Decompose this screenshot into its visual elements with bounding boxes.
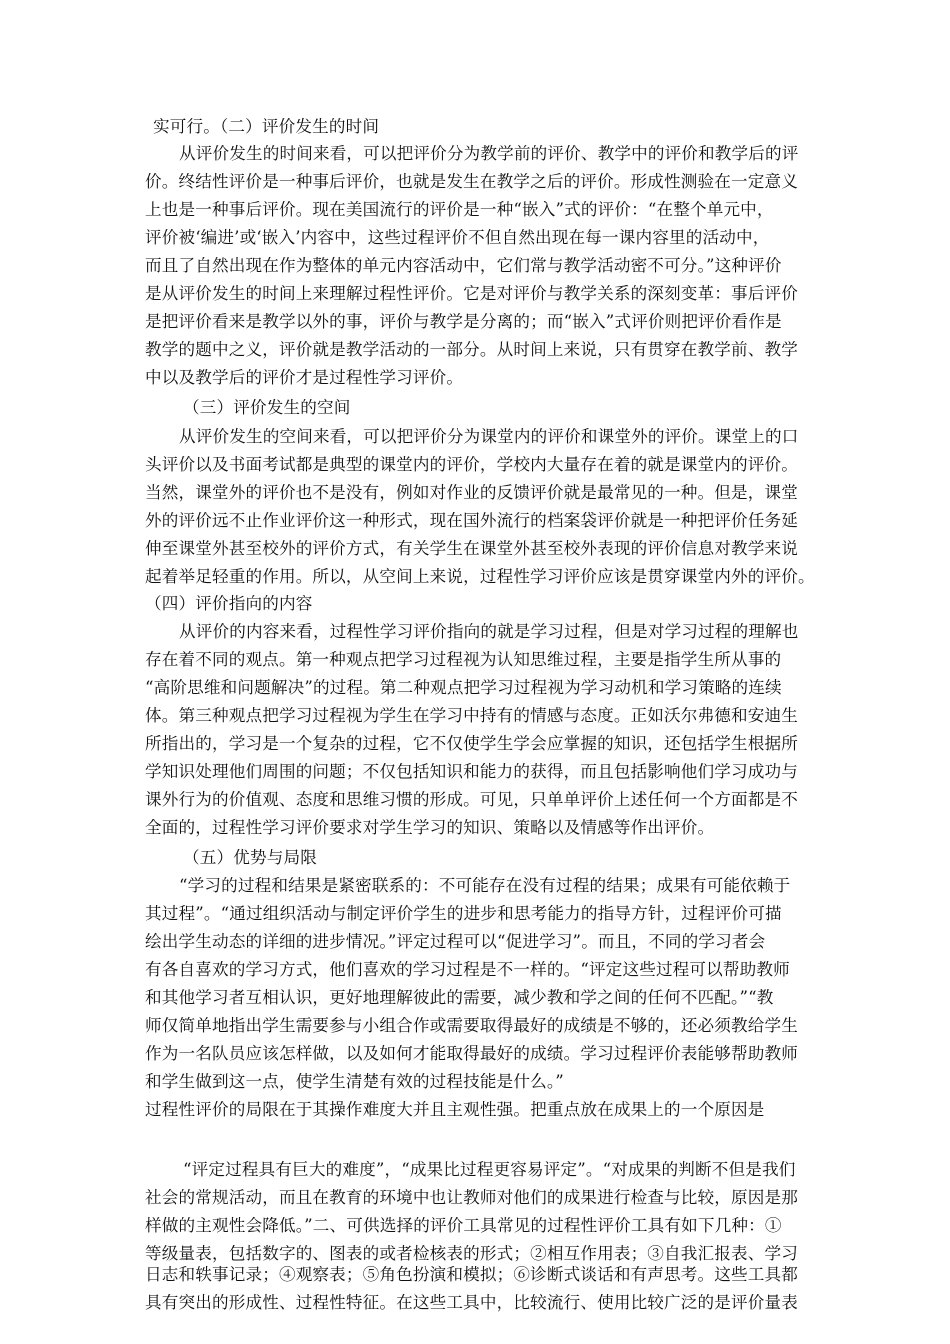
text-line: 日志和轶事记录；④观察表；⑤角色扮演和模拟；⑥诊断式谈话和有声思考。这些工具都 <box>145 1265 799 1284</box>
text-line: 体。第三种观点把学习过程视为学生在学习中持有的情感与态度。正如沃尔弗德和安迪生 <box>145 706 799 725</box>
text-line: 从评价的内容来看，过程性学习评价指向的就是学习过程，但是对学习过程的理解也 <box>179 622 799 641</box>
text-line: “高阶思维和问题解决”的过程。第二种观点把学习过程视为学习动机和学习策略的连续 <box>145 678 782 697</box>
text-line: 具有突出的形成性、过程性特征。在这些工具中，比较流行、使用比较广泛的是评价量表 <box>145 1293 799 1312</box>
text-line: 社会的常规活动，而且在教育的环境中也让教师对他们的成果进行检查与比较，原因是那 <box>145 1188 799 1207</box>
text-line: 从评价发生的空间来看，可以把评价分为课堂内的评价和课堂外的评价。课堂上的口 <box>179 427 799 446</box>
text-line: 评价被‘编进’或‘嵌入’内容中，这些过程评价不但自然出现在每一课内容里的活动中， <box>145 228 770 247</box>
text-line: 外的评价远不止作业评价这一种形式，现在国外流行的档案袋评价就是一种把评价任务延 <box>145 511 799 530</box>
text-line: 当然，课堂外的评价也不是没有，例如对作业的反馈评价就是最常见的一种。但是，课堂 <box>145 483 799 502</box>
text-line: 等级量表，包括数字的、图表的或者检核表的形式；②相互作用表；③自我汇报表、学习 <box>145 1244 799 1263</box>
text-line: 伸至课堂外甚至校外的评价方式，有关学生在课堂外甚至校外表现的评价信息对教学来说 <box>145 539 799 558</box>
text-line: “评定过程具有巨大的难度”，“成果比过程更容易评定”。“对成果的判断不但是我们 <box>183 1160 796 1179</box>
text-line: 实可行。（二）评价发生的时间 <box>153 117 380 136</box>
text-line: 过程性评价的局限在于其操作难度大并且主观性强。把重点放在成果上的一个原因是 <box>145 1100 765 1119</box>
text-line: 课外行为的价值观、态度和思维习惯的形成。可见，只单单评价上述任何一个方面都是不 <box>145 790 799 809</box>
text-line: 和学生做到这一点，使学生清楚有效的过程技能是什么。” <box>145 1072 564 1091</box>
text-line: 存在着不同的观点。第一种观点把学习过程视为认知思维过程，主要是指学生所从事的 <box>145 650 782 669</box>
text-line: 全面的，过程性学习评价要求对学生学习的知识、策略以及情感等作出评价。 <box>145 818 715 837</box>
section-heading: （三）评价发生的空间 <box>183 398 351 417</box>
text-line: “学习的过程和结果是紧密联系的：不可能存在没有过程的结果；成果有可能依赖于 <box>179 876 791 895</box>
text-line: 是从评价发生的时间上来理解过程性评价。它是对评价与教学关系的深刻变革：事后评价 <box>145 284 799 303</box>
text-line: 有各自喜欢的学习方式，他们喜欢的学习过程是不一样的。“评定这些过程可以帮助教师 <box>145 960 790 979</box>
text-line: 作为一名队员应该怎样做，以及如何才能取得最好的成绩。学习过程评价表能够帮助教师 <box>145 1044 799 1063</box>
section-heading: （五）优势与局限 <box>183 848 317 867</box>
text-line: 师仅简单地指出学生需要参与小组合作或需要取得最好的成绩是不够的，还必须教给学生 <box>145 1016 799 1035</box>
text-line: 中以及教学后的评价才是过程性学习评价。 <box>145 368 464 387</box>
text-line: 和其他学习者互相认识，更好地理解彼此的需要，减少教和学之间的任何不匹配。”“教 <box>145 988 774 1007</box>
text-line: 教学的题中之义，评价就是教学活动的一部分。从时间上来说，只有贯穿在教学前、教学 <box>145 340 799 359</box>
text-line: 上也是一种事后评价。现在美国流行的评价是一种“嵌入”式的评价：“在整个单元中， <box>145 200 774 219</box>
text-line: 所指出的，学习是一个复杂的过程，它不仅使学生学会应掌握的知识，还包括学生根据所 <box>145 734 799 753</box>
text-line: 绘出学生动态的详细的进步情况。”评定过程可以“促进学习”。而且，不同的学习者会 <box>145 932 766 951</box>
text-line: 价。终结性评价是一种事后评价，也就是发生在教学之后的评价。形成性测验在一定意义 <box>145 172 799 191</box>
text-line: 起着举足轻重的作用。所以，从空间上来说，过程性学习评价应该是贯穿课堂内外的评价。 <box>145 567 815 586</box>
text-line: 其过程”。“通过组织活动与制定评价学生的进步和思考能力的指导方针，过程评价可描 <box>145 904 782 923</box>
section-heading: （四）评价指向的内容 <box>145 594 313 613</box>
text-line: 样做的主观性会降低。”二、可供选择的评价工具常见的过程性评价工具有如下几种：① <box>145 1216 782 1235</box>
text-line: 从评价发生的时间来看，可以把评价分为教学前的评价、教学中的评价和教学后的评 <box>179 144 799 163</box>
text-line: 学知识处理他们周围的问题；不仅包括知识和能力的获得，而且包括影响他们学习成功与 <box>145 762 799 781</box>
text-line: 而且了自然出现在作为整体的单元内容活动中，它们常与教学活动密不可分。”这种评价 <box>145 256 782 275</box>
text-line: 头评价以及书面考试都是典型的课堂内的评价，学校内大量存在着的就是课堂内的评价。 <box>145 455 799 474</box>
text-line: 是把评价看来是教学以外的事，评价与教学是分离的；而“嵌入”式评价则把评价看作是 <box>145 312 782 331</box>
